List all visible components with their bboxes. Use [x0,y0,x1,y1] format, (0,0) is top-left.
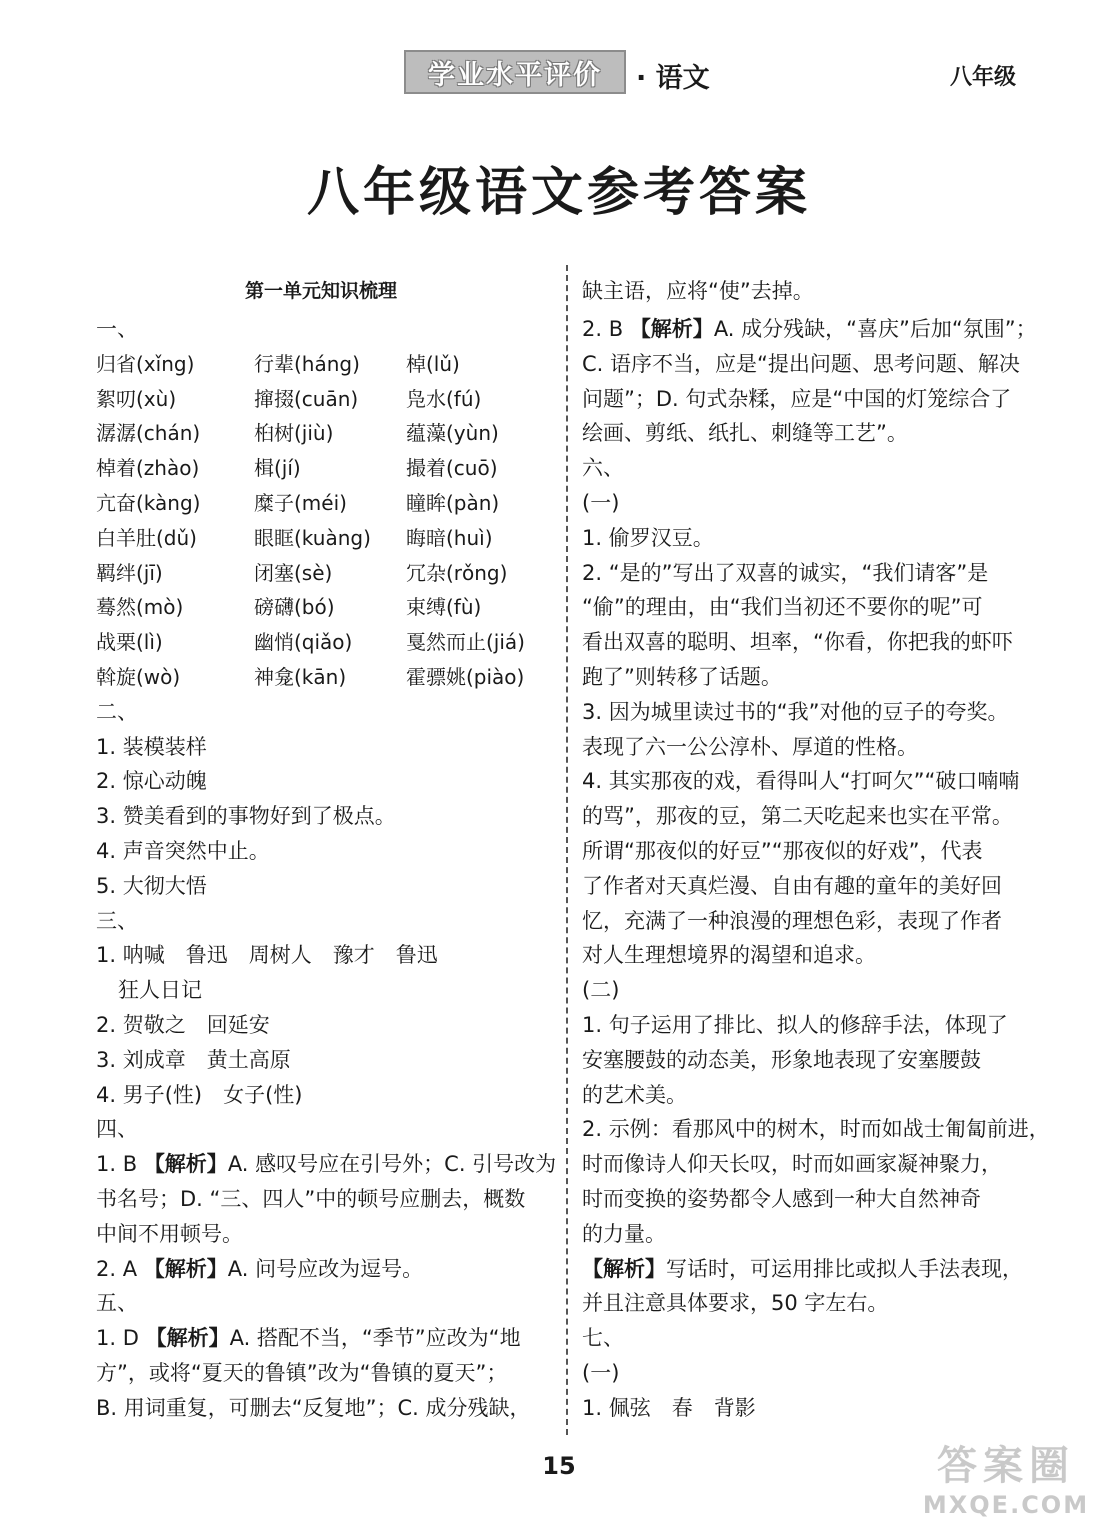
pinyin-row [96,451,546,486]
answer-line: 中间不用顿号。 [96,1221,243,1246]
analysis-text: 写话时，可运用排比或拟人手法表现， [666,1256,1023,1281]
answer-line: 表现了六一公公淳朴、厚道的性格。 [582,734,918,759]
answer-line [96,1321,546,1356]
answer-line [582,1252,1032,1287]
pinyin-cell: 冗杂(rǒng) [406,560,508,585]
part-1-label: 一、 [96,317,138,341]
answer-line: 安塞腰鼓的动态美，形象地表现了安塞腰鼓 [582,1047,981,1072]
pinyin-cell: 闭塞(sè) [254,560,333,585]
answer-choice: 1. D [96,1326,139,1351]
series-badge [404,50,626,94]
pinyin-cell: 白羊肚(dǔ) [96,525,197,550]
part-6-label: 六、 [582,456,624,481]
answer-line: 2. 贺敬之 回延安 [96,1012,270,1037]
answer-line: 2. “是的”写出了双喜的诚实，“我们请客”是 [582,560,989,585]
answer-line: 的艺术美。 [582,1082,687,1107]
subsection-label: (二) [582,978,620,1003]
answer-line: 1. 句子运用了排比、拟人的修辞手法，体现了 [582,1012,1008,1037]
pinyin-cell: 神龛(kān) [254,664,347,689]
header-grade: 八年级 [950,65,1017,90]
pinyin-cell: 戛然而止(jiá) [406,630,525,655]
pinyin-row [96,521,546,556]
pinyin-row [96,556,546,591]
watermark-text: 答案圈 [937,1443,1075,1489]
right-column [582,270,1050,1426]
answer-line: “偷”的理由，由“我们当初还不要你的呢”可 [582,595,983,620]
pinyin-cell: 战栗(lì) [96,630,163,655]
pinyin-grid [96,347,546,695]
pinyin-cell: 晦暗(huì) [406,525,493,550]
answer-line: C. 语序不当，应是“提出问题、思考问题、解决 [582,351,1020,376]
pinyin-cell: 絮叨(xù) [96,386,177,411]
answer-line: 3. 因为城里读过书的“我”对他的豆子的夸奖。 [582,699,1009,724]
part-5-label: 五、 [96,1291,138,1316]
analysis-text: A. 成分残缺，“喜庆”后加“氛围”； [713,317,1037,341]
analysis-tag: 【解析】 [145,1326,230,1351]
answer-line: 的骂”，那夜的豆，第二天吃起来也实在平常。 [582,804,1013,829]
subsection-label: (一) [582,490,620,515]
pinyin-row [96,382,546,417]
part-3-label: 三、 [96,908,138,933]
answer-line: 看出双喜的聪明、坦率，“你看，你把我的虾吓 [582,630,1013,655]
pinyin-cell: 蓦然(mò) [96,595,184,620]
answer-line: 方”，或将“夏天的鲁镇”改为“鲁镇的夏天”； [96,1360,508,1385]
answer-line: 时而变换的姿势都令人感到一种大自然神奇 [582,1186,981,1211]
analysis-text: A. 搭配不当，“季节”应改为“地 [229,1326,521,1351]
analysis-text: A. 感叹号应在引号外；C. 引号改为 [227,1152,557,1177]
analysis-tag: 【解析】 [143,1152,228,1177]
pinyin-cell: 瞳眸(pàn) [406,490,500,515]
watermark-url: MXQE.COM [922,1491,1090,1519]
page-number: 15 [542,1452,576,1480]
pinyin-cell: 桕树(jiù) [254,421,334,446]
answer-line: 2. 示例：看那风中的树木，时而如战士匍匐前进， [582,1117,1050,1142]
pinyin-cell: 蕴藻(yùn) [406,421,499,446]
answer-line: 4. 声音突然中止。 [96,838,270,863]
answer-line: 5. 大彻大悟 [96,873,207,898]
answer-line [96,1252,546,1287]
pinyin-row [96,625,546,660]
pinyin-cell: 羁绊(jī) [96,560,163,585]
answer-line: 问题”；D. 句式杂糅，应是“中国的灯笼综合了 [582,386,1012,411]
pinyin-cell: 束缚(fù) [406,595,482,620]
answer-line: B. 用词重复，可删去“反复地”；C. 成分残缺， [96,1395,531,1420]
series-badge-text: 学业水平评价 [428,59,602,91]
answer-line: 对人生理想境界的渴望和追求。 [582,943,876,968]
answer-line: 绘画、剪纸、纸扎、刺缝等工艺”。 [582,421,908,446]
part-7-label: 七、 [582,1326,624,1351]
answer-choice: 1. B [96,1152,138,1177]
pinyin-cell: 楫(jí) [254,456,301,481]
answer-line: 3. 赞美看到的事物好到了极点。 [96,804,396,829]
answer-choice: 2. A [96,1256,138,1281]
pinyin-cell: 斡旋(wò) [96,664,181,689]
pinyin-row [96,660,546,695]
analysis-text: A. 问号应改为逗号。 [227,1256,424,1281]
pinyin-cell: 凫水(fú) [406,386,482,411]
pinyin-row [96,486,546,521]
part-2-label: 二、 [96,699,138,724]
pinyin-cell: 幽悄(qiǎo) [254,630,353,655]
pinyin-cell: 眼眶(kuàng) [254,525,371,550]
answer-line: 了作者对天真烂漫、自由有趣的童年的美好回 [582,873,1002,898]
answer-line: 2. 惊心动魄 [96,769,207,794]
pinyin-cell: 归省(xǐng) [96,351,195,376]
pinyin-cell: 潺潺(chán) [96,421,201,446]
answer-line: 忆，充满了一种浪漫的理想色彩，表现了作者 [582,908,1002,933]
answer-line: 所谓“那夜似的好豆”“那夜似的好戏”，代表 [582,838,983,863]
pinyin-cell: 行辈(háng) [254,351,360,376]
pinyin-cell: 磅礴(bó) [254,595,335,620]
pinyin-cell: 棹(lǔ) [406,351,460,376]
pinyin-cell: 撺掇(cuān) [254,386,359,411]
pinyin-row [96,416,546,451]
watermark-logo [906,1442,1106,1528]
answer-line: 4. 其实那夜的戏，看得叫人“打呵欠”“破口喃喃 [582,769,1020,794]
answer-line: 书名号；D. “三、四人”中的顿号应删去，概数 [96,1186,526,1211]
pinyin-cell: 撮着(cuō) [406,456,498,481]
analysis-tag: 【解析】 [143,1256,228,1281]
answer-line: 1. 装模装样 [96,734,207,759]
pinyin-row [96,347,546,382]
answer-choice: 2. B [582,317,624,341]
header-subject: · 语文 [636,63,710,94]
pinyin-row [96,590,546,625]
column-divider [566,265,568,1435]
answer-line: 3. 刘成章 黄土高原 [96,1047,291,1072]
answer-line: 缺主语，应将“使”去掉。 [582,279,814,303]
answer-line: 狂人日记 [118,978,202,1003]
answer-line [582,312,1037,347]
answer-line: 4. 男子(性) 女子(性) [96,1082,303,1107]
answer-line: 1. 呐喊 鲁迅 周树人 豫才 鲁迅 [96,943,438,968]
answer-line: 跑了”则转移了话题。 [582,664,782,689]
left-column [96,270,557,1426]
part-4-label: 四、 [96,1117,138,1142]
pinyin-cell: 糜子(méi) [254,490,347,515]
answer-line: 时而像诗人仰天长叹，时而如画家凝神聚力， [582,1152,1002,1177]
analysis-tag: 【解析】 [582,1256,666,1281]
subsection-label: (一) [582,1360,620,1385]
answer-line: 1. 佩弦 春 背影 [582,1395,756,1420]
answer-line: 并且注意具体要求，50 字左右。 [582,1291,889,1316]
section-title: 第一单元知识梳理 [244,280,397,302]
pinyin-cell: 亢奋(kàng) [96,490,201,515]
answer-line: 1. 偷罗汉豆。 [582,525,714,550]
answer-line: 的力量。 [582,1221,666,1246]
pinyin-cell: 棹着(zhào) [96,456,200,481]
analysis-tag: 【解析】 [629,317,714,341]
page-title: 八年级语文参考答案 [306,162,811,223]
answer-line [96,1147,557,1182]
pinyin-cell: 霍骠姚(piào) [406,664,525,689]
